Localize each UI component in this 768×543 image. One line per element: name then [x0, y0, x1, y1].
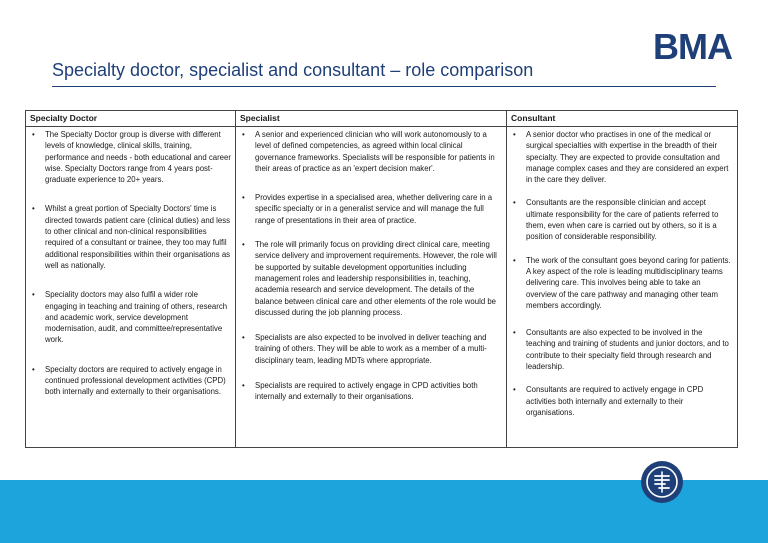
list-item: • Specialists are required to actively engage in CPD activities both internally and externally to their organisations. [240, 380, 502, 403]
specialist-points [240, 129, 502, 403]
list-item: • Consultants are required to actively engage in CPD activities both internally and externally to their organisations. [511, 384, 733, 418]
column-header-specialty-doctor: Specialty Doctor [26, 111, 236, 127]
bma-logo: BMA [653, 26, 732, 67]
title-divider [52, 86, 716, 87]
specialty-doctor-cell [26, 127, 236, 448]
list-item: • The work of the consultant goes beyond caring for patients. A key aspect of the role is leading multidisciplinary teams delivering care. This involves being able to take an overview of the care pathway and managing other team members accordingly. [511, 255, 733, 311]
specialty-doctor-points [30, 129, 231, 398]
list-item: • Consultants are also expected to be involved in the teaching and training of students and junior doctors, and to contribute to their specialty field through research and leadership. [511, 327, 733, 372]
bma-emblem-icon [641, 461, 683, 503]
list-item: • Speciality doctors may also fulfil a wider role engaging in teaching and training of others, research and academic work, service development modernisation, audit, and committee/representative work. [30, 289, 231, 345]
consultant-cell [507, 127, 738, 448]
table-header-row [26, 111, 738, 127]
role-comparison-table [25, 110, 738, 448]
list-item: • The role will primarily focus on providing direct clinical care, meeting service delivery and improvement requirements. However, the role will be supported by suitable development opportunities including management roles and leadership responsibilities in, teaching, academia research and service development. The details of the balance between clinical care and other elements of the role would be discussed during the job planning process. [240, 239, 502, 318]
list-item: • Specialty doctors are required to actively engage in continued professional development activities (CPD) both internally and externally to their organisations. [30, 364, 231, 398]
bma-emblem-glyph-icon [641, 461, 683, 503]
list-item: • A senior and experienced clinician who will work autonomously to a level of defined competencies, as agreed within local clinical governance frameworks. Specialists will be responsible for patients in their areas of practice as an 'expert decision maker'. [240, 129, 502, 174]
list-item: • The Specialty Doctor group is diverse with different levels of knowledge, clinical skills, training, performance and needs - both educational and career wise. Specialty Doctors range from 4 years post-graduate experience to 20+ years. [30, 129, 231, 185]
list-item: • Specialists are also expected to be involved in deliver teaching and training of others. They will be able to work as a member of a multi-disciplinary team, leading MDTs where appropriate. [240, 332, 502, 366]
list-item: • Whilst a great portion of Specialty Doctors' time is directed towards patient care (clinical duties) and less to other clinical and non-clinical responsibilities required of a consultant or trainee, they too may fulfil additional responsibilities within their organisations as well as nationally. [30, 203, 231, 271]
table-row [26, 127, 738, 448]
list-item: • Provides expertise in a specialised area, whether delivering care in a specific specialty or in a generalist service and will manage the full range of presentations in their area of practice. [240, 192, 502, 226]
list-item: • Consultants are the responsible clinician and accept ultimate responsibility for the care of patients referred to them, even when care is carried out by others, so it is a position of considerable responsibility. [511, 197, 733, 242]
list-item: • A senior doctor who practises in one of the medical or surgical specialties with expertise in the breadth of their specialty. They are expected to provide consultation and manage complex cases and they are considered an expert in the care they deliver. [511, 129, 733, 185]
column-header-specialist: Specialist [236, 111, 507, 127]
page-title: Specialty doctor, specialist and consultant – role comparison [52, 60, 534, 80]
column-header-consultant: Consultant [507, 111, 738, 127]
specialist-cell [236, 127, 507, 448]
consultant-points [511, 129, 733, 418]
